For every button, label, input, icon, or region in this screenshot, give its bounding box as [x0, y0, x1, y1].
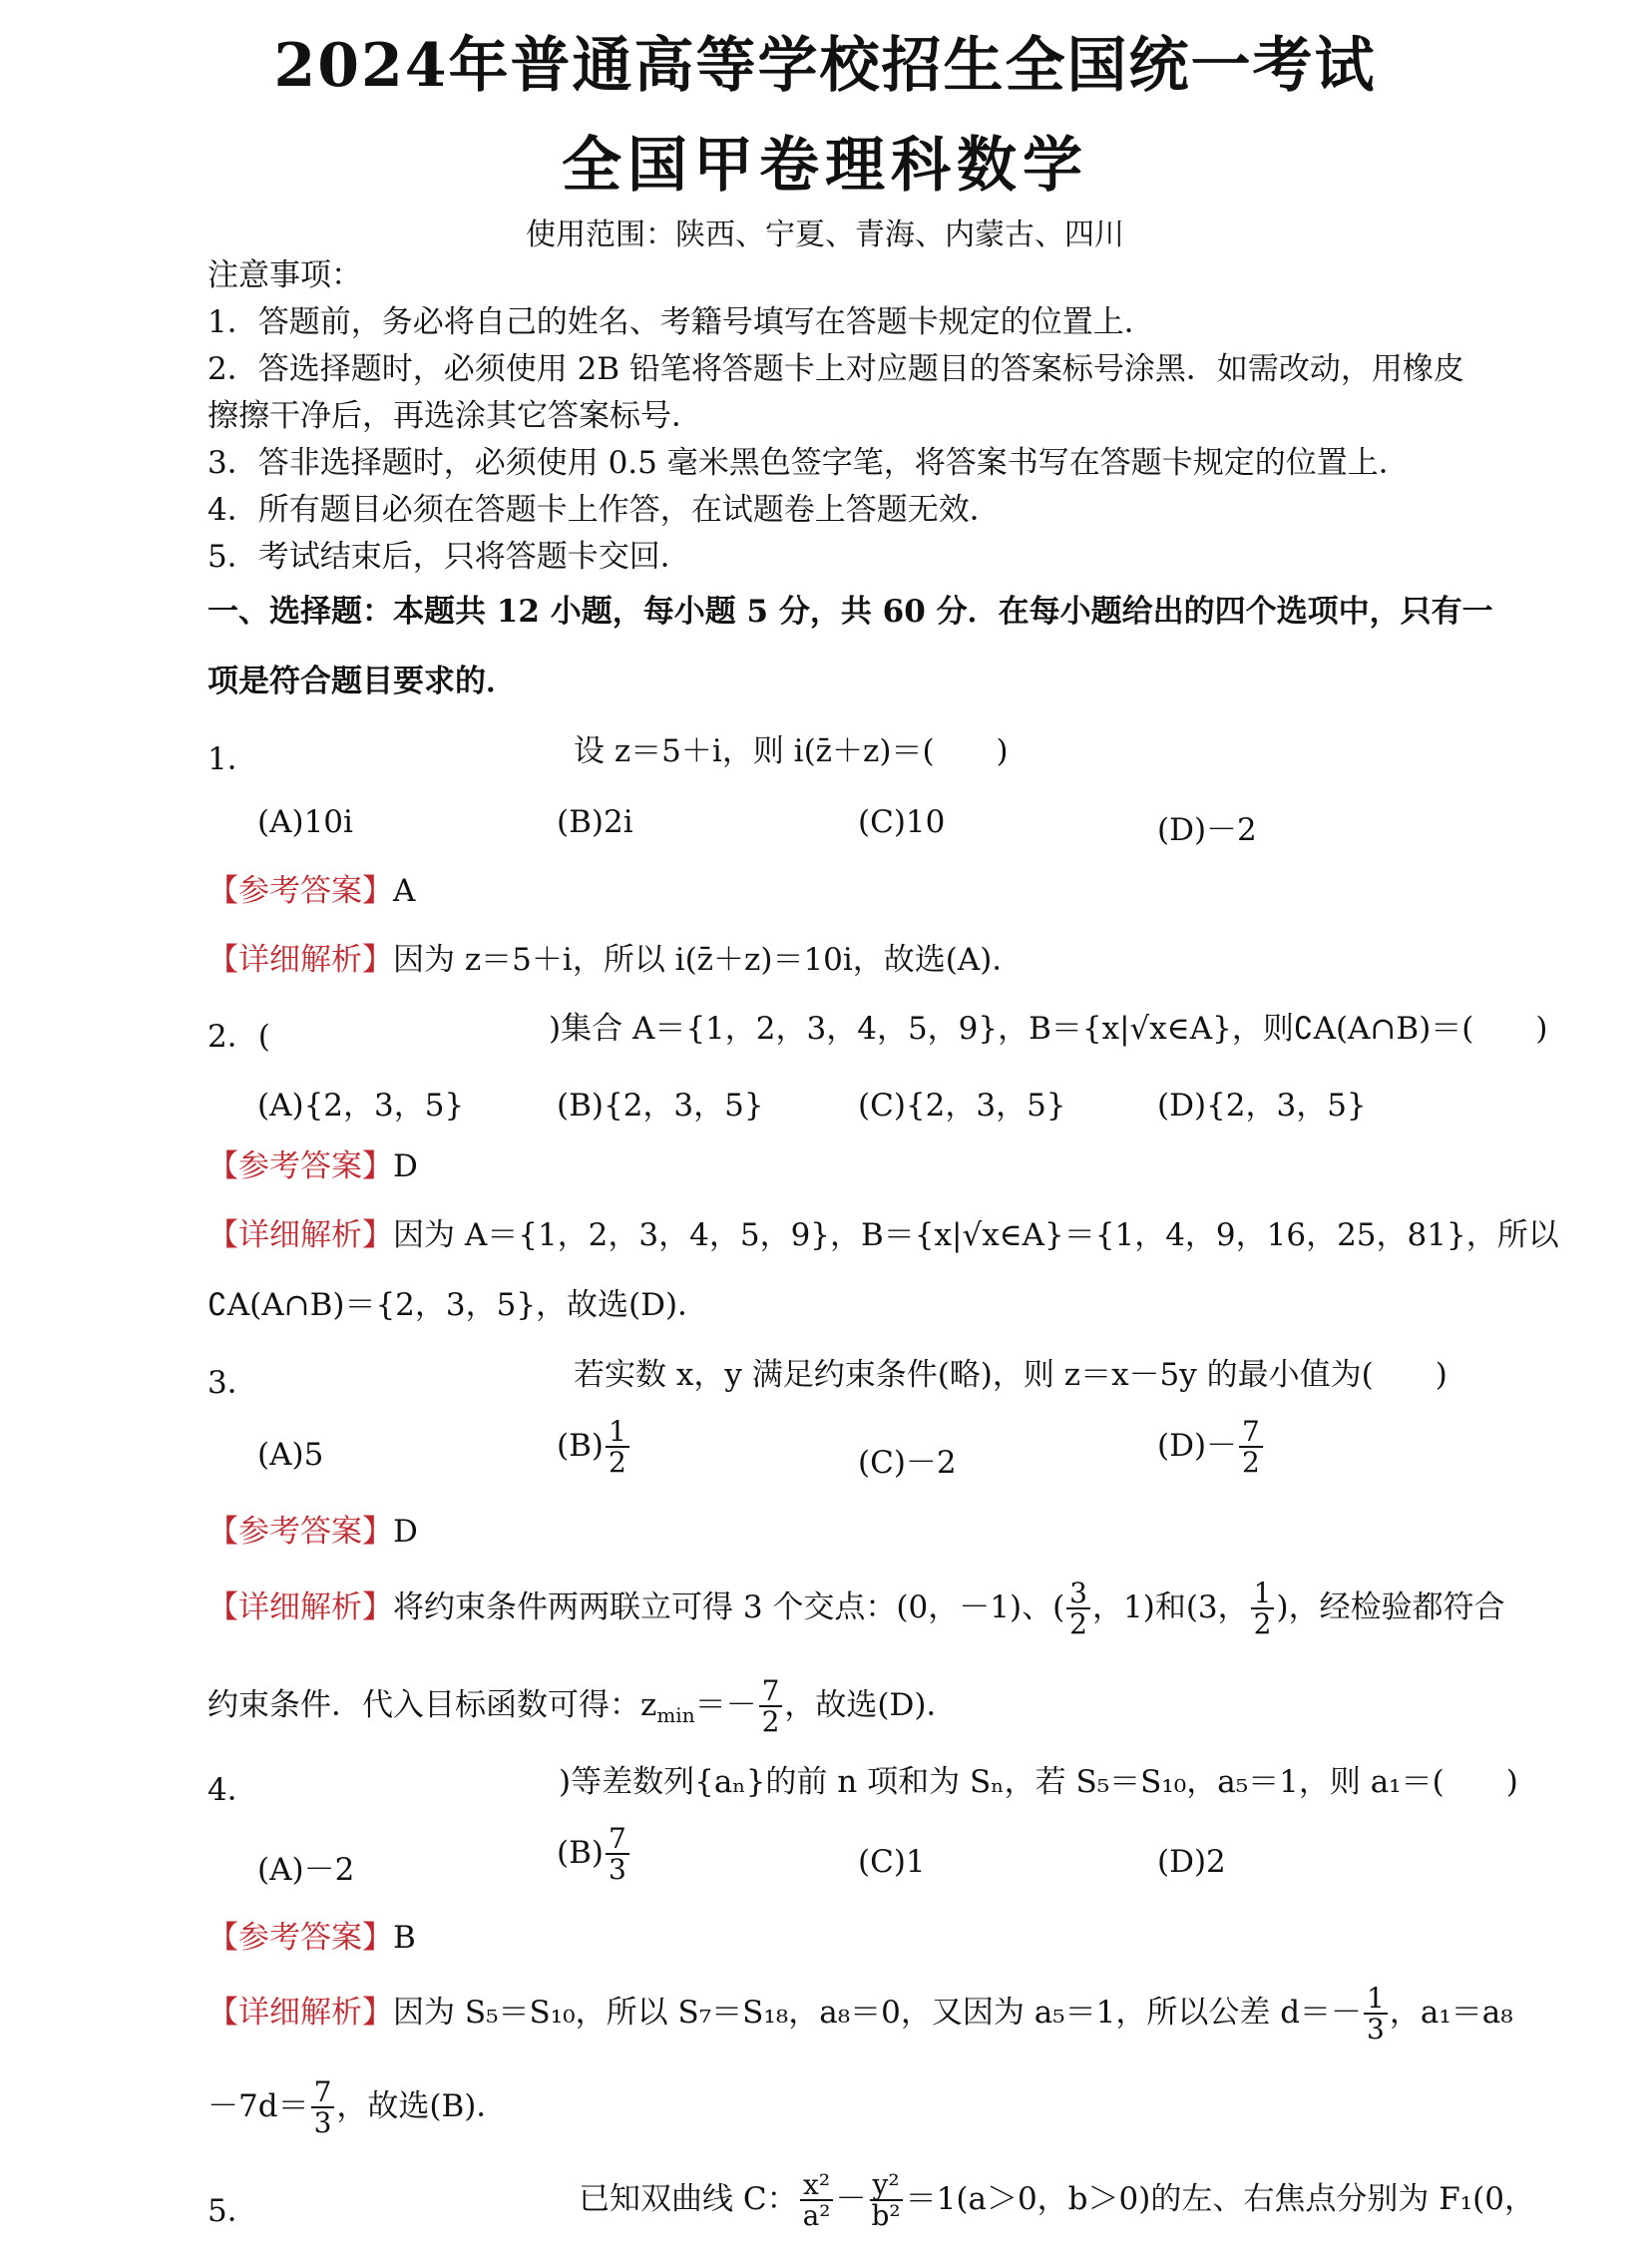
option-d-label: (D)－ [1157, 1427, 1238, 1464]
option-c: (C)10 [858, 804, 946, 840]
analysis-label: 【详细解析】 [207, 1588, 393, 1625]
fraction: $\frac{\text{y²}}{\text{b²}}$ [871, 2168, 901, 2233]
option-a: (A)10i [257, 804, 353, 840]
option-a: (A){2，3，5} [257, 1088, 465, 1124]
stem-text: 已知双曲线 C： [579, 2180, 798, 2217]
option-b-label: (B) [557, 1834, 604, 1871]
fraction: $\frac{7}{2}$ [1239, 1417, 1263, 1478]
analysis-row [207, 942, 1023, 979]
answer-label: 【参考答案】 [207, 1920, 393, 1956]
analysis-label: 【详细解析】 [207, 942, 393, 978]
notice-item: 4．所有题目必须在答题卡上作答，在试题卷上答题无效． [207, 492, 1001, 528]
answer-row [207, 873, 415, 910]
analysis-label: 【详细解析】 [207, 1994, 393, 2031]
question-number: 5． [207, 2193, 258, 2229]
analysis-label: 【详细解析】 [207, 1217, 393, 1253]
section-heading: 一、选择题：本题共 12 小题，每小题 5 分，共 60 分．在每小题给出的四个选项中，只有一 [207, 594, 1493, 630]
analysis-text-cont [207, 1676, 957, 1737]
answer-value: B [393, 1920, 416, 1956]
question-stem: )集合 A＝{1，2，3，4，5，9}，B＝{x|√x∈A}，则∁A(A∩B)＝( ) [549, 1011, 1548, 1047]
notice-item: 2．答选择题时，必须使用 2B 铅笔将答题卡上对应题目的答案标号涂黑．如需改动，用橡皮 [207, 351, 1464, 387]
analysis-text: ＝－ [694, 1686, 757, 1723]
option-b [557, 1824, 631, 1885]
answer-label: 【参考答案】 [207, 1514, 393, 1550]
option-b: (B)2i [557, 804, 633, 840]
analysis-text: 因为 z＝5＋i，所以 i(z̄＋z)＝10i，故选(A)． [393, 942, 1024, 978]
option-b [557, 1417, 631, 1478]
stem-text: － [835, 2180, 867, 2217]
option-a: (A)5 [257, 1437, 324, 1473]
analysis-text: ，1)和(3， [1092, 1588, 1249, 1625]
option-c: (C){2，3，5} [858, 1088, 1066, 1124]
option-d [1157, 1417, 1265, 1478]
analysis-text: 因为 S₅＝S₁₀，所以 S₇＝S₁₈，a₈＝0，又因为 a₅＝1，所以公差 d＝－ [393, 1994, 1363, 2031]
option-d: (D)2 [1157, 1844, 1226, 1880]
answer-value: D [393, 1514, 418, 1550]
notice-item: 5．考试结束后，只将答题卡交回． [207, 539, 691, 575]
question-stem: 设 z＝5＋i，则 i(z̄＋z)＝( ) [574, 733, 1009, 769]
section-heading-cont: 项是符合题目要求的． [207, 664, 517, 699]
notice-item: 擦擦干净后，再选涂其它答案标号． [207, 398, 702, 434]
option-a: (A)－2 [257, 1852, 355, 1888]
analysis-row [207, 1984, 1513, 2044]
notice-item: 3．答非选择题时，必须使用 0.5 毫米黑色签字笔，将答案书写在答题卡规定的位置上． [207, 445, 1410, 481]
analysis-text: )，经检验都符合 [1276, 1588, 1505, 1625]
option-b: (B){2，3，5} [557, 1088, 764, 1124]
notice-heading: 注意事项： [207, 257, 362, 293]
analysis-text: ，a₁＝a₈ [1389, 1994, 1513, 2031]
question-number: 1． [207, 741, 258, 777]
answer-row [207, 1920, 416, 1957]
analysis-text: 将约束条件两两联立可得 3 个交点：(0，－1)、( [393, 1588, 1065, 1625]
question-number: 4． [207, 1772, 258, 1808]
option-c: (C)1 [858, 1844, 926, 1880]
option-b-label: (B) [557, 1427, 604, 1464]
fraction: $\frac{1}{2}$ [606, 1417, 629, 1478]
subscript: min [656, 1703, 695, 1728]
exam-title: 2024年普通高等学校招生全国统一考试 [273, 31, 1377, 101]
analysis-text: 约束条件．代入目标函数可得：z [207, 1686, 657, 1723]
option-d: (D)－2 [1157, 812, 1257, 848]
analysis-row [207, 1579, 1505, 1639]
analysis-text: 因为 A＝{1，2，3，4，5，9}，B＝{x|√x∈A}＝{1，4，9，16，25，81}，所以 [393, 1217, 1559, 1253]
option-d: (D){2，3，5} [1157, 1088, 1367, 1124]
fraction: $\frac{\text{x²}}{\text{a²}}$ [800, 2170, 834, 2231]
answer-value: A [393, 873, 416, 909]
usage-scope: 使用范围：陕西、宁夏、青海、内蒙古、四川 [526, 218, 1124, 252]
fraction: $\frac{7}{2}$ [759, 1676, 783, 1737]
fraction: $\frac{3}{2}$ [1066, 1579, 1090, 1639]
fraction: $\frac{1}{3}$ [1364, 1984, 1388, 2044]
answer-label: 【参考答案】 [207, 873, 393, 909]
analysis-text: ，故选(B)． [336, 2087, 508, 2124]
answer-value: D [393, 1148, 418, 1184]
question-stem [579, 2170, 1535, 2231]
fraction: $\frac{1}{2}$ [1251, 1579, 1275, 1639]
answer-label: 【参考答案】 [207, 1148, 393, 1184]
analysis-text-cont: ∁A(A∩B)＝{2，3，5}，故选(D)． [207, 1287, 709, 1323]
question-stem: )等差数列{aₙ}的前 n 项和为 Sₙ，若 S₅＝S₁₀，a₅＝1，则 a₁＝( ) [559, 1764, 1518, 1800]
answer-row [207, 1148, 418, 1185]
question-number: 2．( [207, 1019, 270, 1055]
fraction: $\frac{7}{3}$ [311, 2077, 335, 2138]
fraction: $\frac{7}{3}$ [606, 1824, 629, 1885]
answer-row [207, 1514, 418, 1551]
analysis-text: －7d＝ [207, 2087, 309, 2124]
option-c: (C)－2 [858, 1445, 957, 1481]
exam-subtitle: 全国甲卷理科数学 [562, 131, 1088, 201]
analysis-row [207, 1217, 1559, 1254]
analysis-text-cont [207, 2077, 507, 2138]
question-stem: 若实数 x，y 满足约束条件(略)，则 z＝x－5y 的最小值为( ) [574, 1357, 1447, 1393]
stem-text: ＝1(a＞0，b＞0)的左、右焦点分别为 F₁(0， [905, 2180, 1535, 2217]
notice-item: 1．答题前，务必将自己的姓名、考籍号填写在答题卡规定的位置上． [207, 304, 1155, 340]
question-number: 3． [207, 1365, 258, 1401]
analysis-text: ，故选(D)． [784, 1686, 958, 1723]
